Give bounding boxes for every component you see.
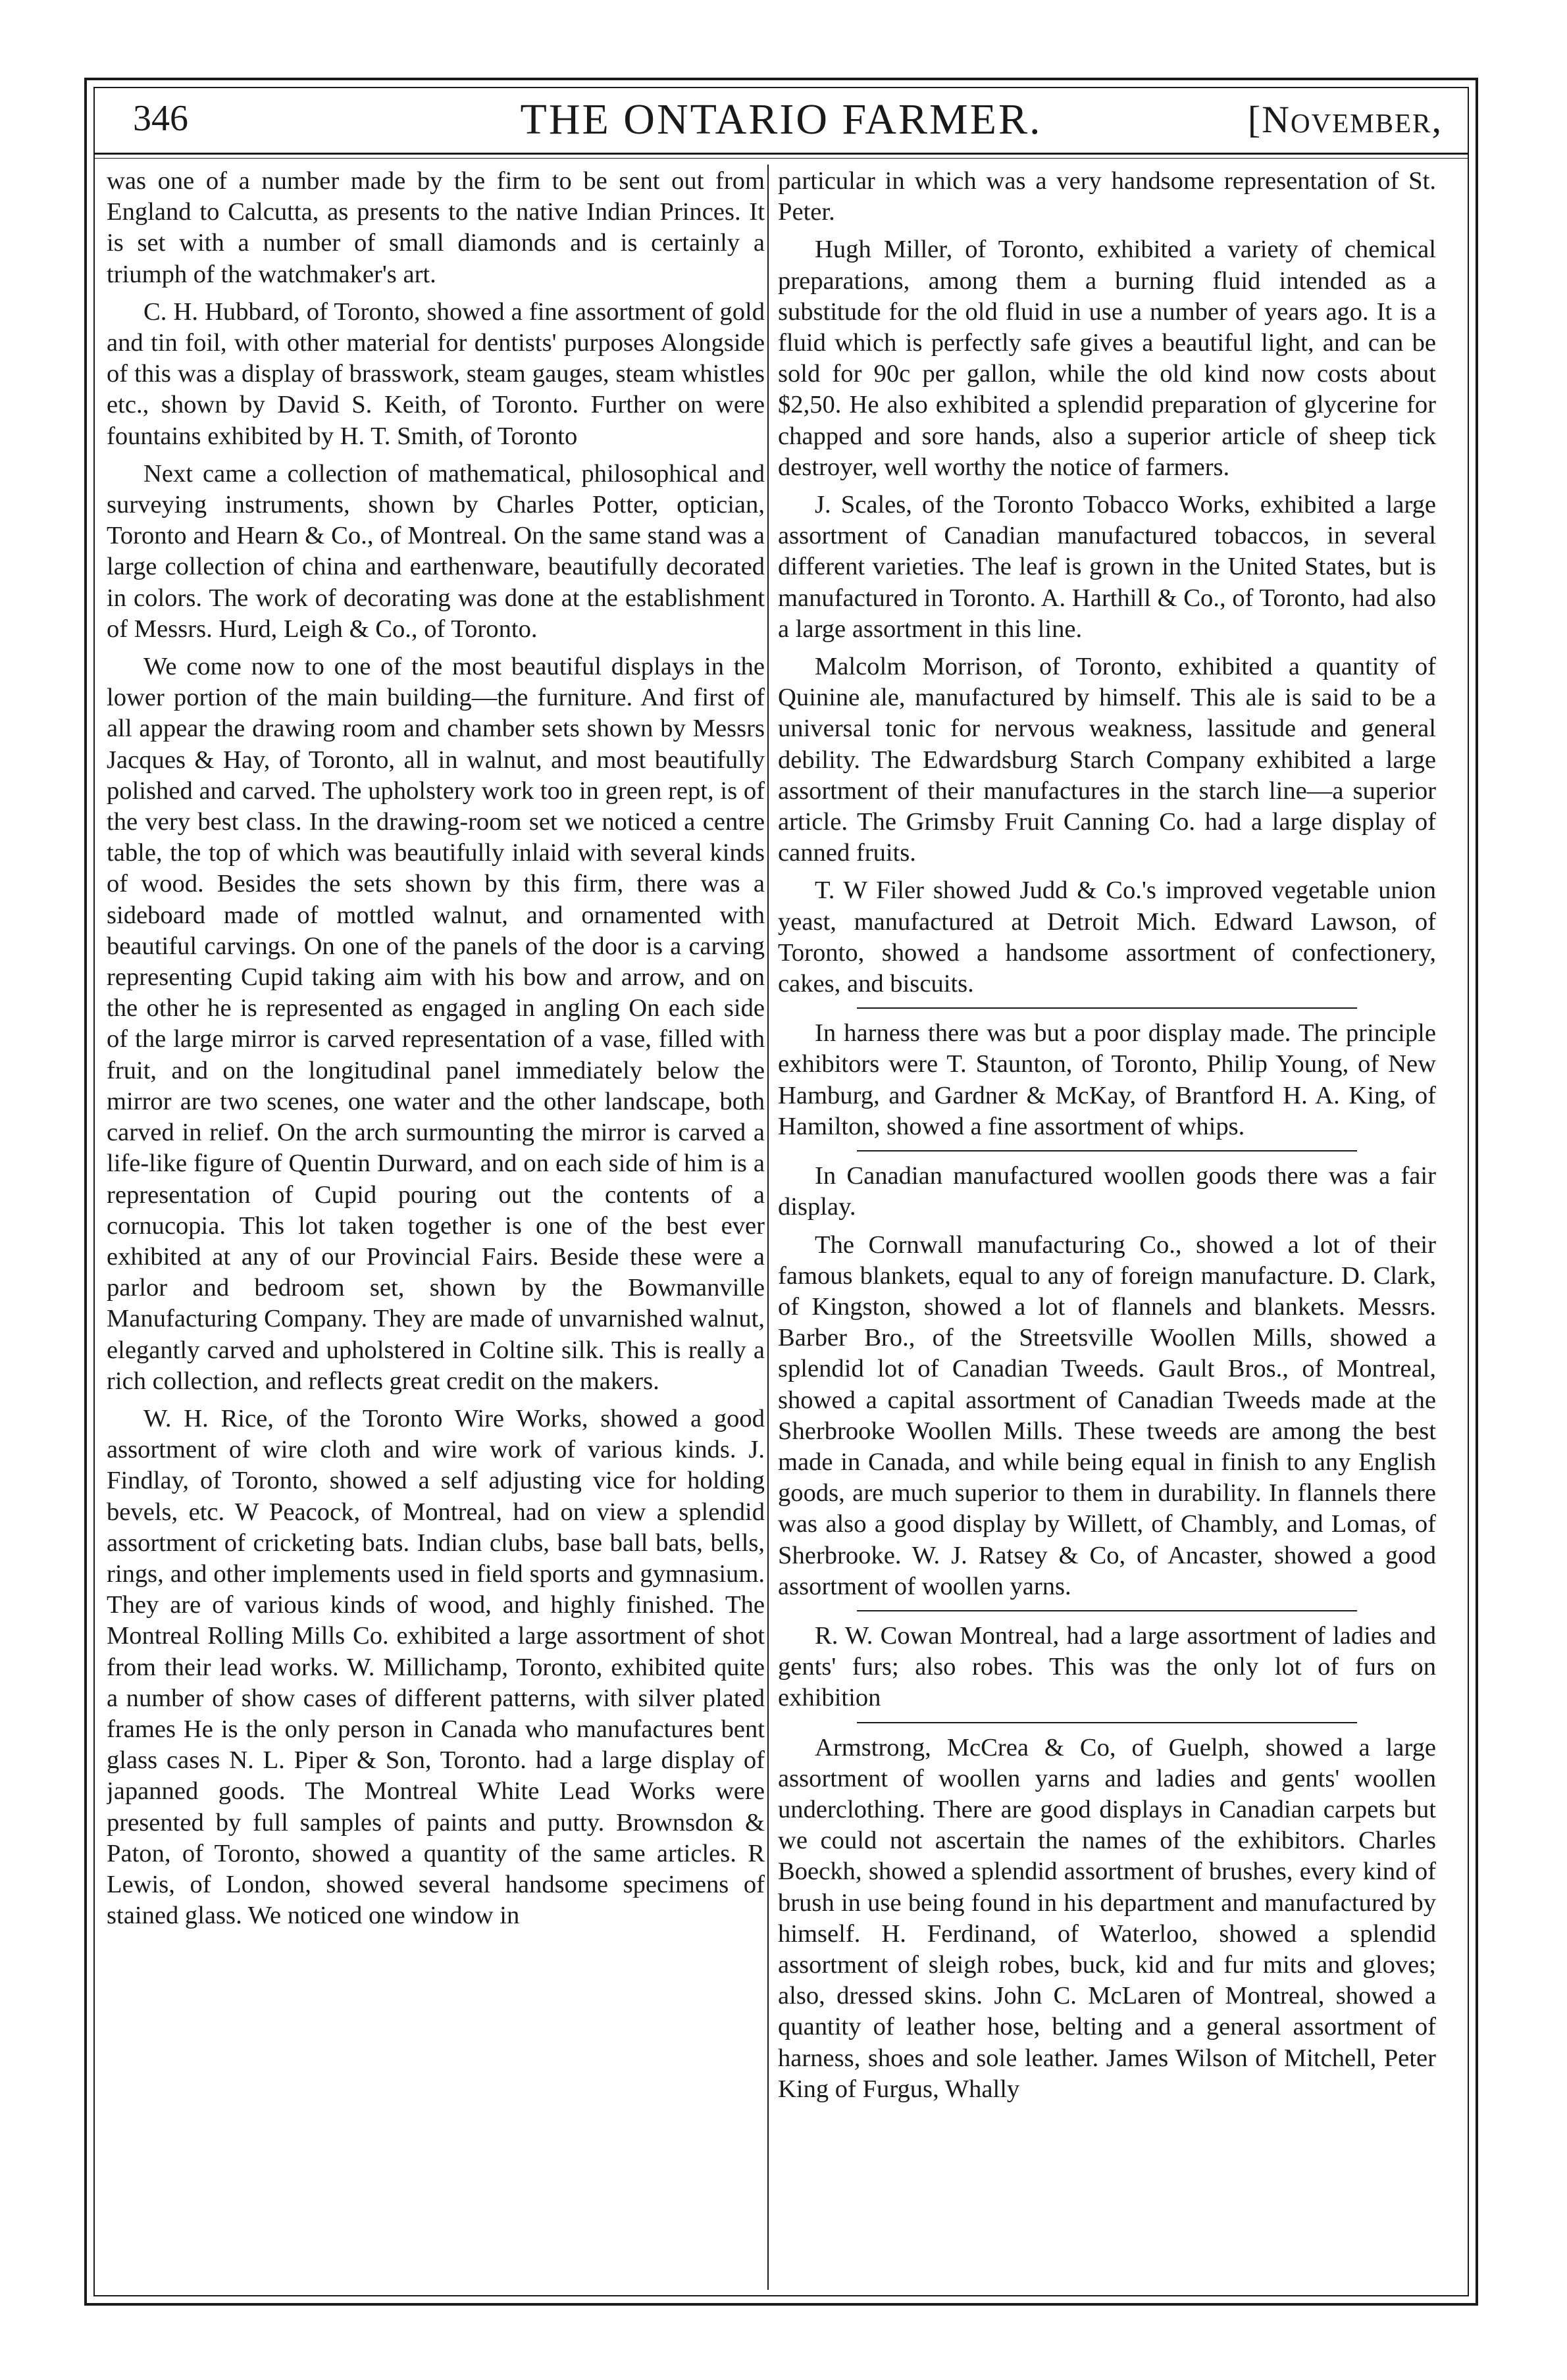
page-number: 346 [133,98,188,139]
right-paragraph: Hugh Miller, of Toronto, exhibited a variety of chemical preparations, among them a burning fluid intended as a substitude for the old fluid in use a number of years ago. It is a fluid which is perfectly safe gives a beautiful light, and can be sold for 90c per gallon, while the old kind now costs about $2,50. He also exhibited a splendid preparation of glycerine for chapped and sore hands, also a superior article of sheep tick destroyer, well worthy the notice of farmers. [778,236,1436,481]
left-paragraph: was one of a number made by the firm to be sent out from England to Calcutta, as presents to the native Indian Princes. It is set with a number of small diamonds and is certainly a triumph of the watchmaker's art. [107,167,765,288]
running-header [93,91,1469,151]
right-column [778,166,1436,2285]
header-rule [93,153,1469,155]
left-paragraph: W. H. Rice, of the Toronto Wire Works, showed a good assortment of wire cloth and wire work of various kinds. J. Findlay, of Toronto, showed a self adjusting vice for holding bevels, etc. W Peacock, of Montreal, had on view a splendid assortment of cricketing bats. Indian clubs, base ball bats, bells, rings, and other implements used in field sports and gymnasium. They are of various kinds of wood, and highly finished. The Montreal Rolling Mills Co. exhibited a large assortment of shot from their lead works. W. Millichamp, Toronto, exhibited quite a number of show cases of different patterns, with silver plated frames He is the only person in Canada who manufactures bent glass cases N. L. Piper & Son, Toronto. had a large display of japanned goods. The Montreal White Lead Works were presented by full samples of paints and putty. Brownsdon & Paton, of Toronto, showed a quantity of the same articles. R Lewis, of London, showed several handsome specimens of stained glass. We noticed one window in [107,1404,765,1930]
right-paragraph: R. W. Cowan Montreal, had a large assortment of ladies and gents' furs; also robes. This was the only lot of furs on exhibition [778,1621,1436,1712]
section-rule [857,1007,1357,1009]
right-paragraph: Armstrong, McCrea & Co, of Guelph, showed a large assortment of woollen yarns and ladies and gents' woollen underclothing. There are good displays in Canadian carpets but we could not ascertain the names of the exhibitors. Charles Boeckh, showed a splendid assortment of brushes, every kind of brush in use being found in his department and manufactured by himself. H. Ferdinand, of Waterloo, showed a splendid assortment of sleigh robes, buck, kid and fur mits and gloves; also, dressed skins. John C. McLaren of Montreal, showed a quantity of leather hose, belting and a general assortment of harness, shoes and sole leather. James Wilson of Mitchell, Peter King of Furgus, Whally [778,1733,1436,2103]
right-paragraph: T. W Filer showed Judd & Co.'s improved vegetable union yeast, manufactured at Detroit Mich. Edward Lawson, of Toronto, showed a handsome assortment of confectionery, cakes, and biscuits. [778,876,1436,998]
left-paragraph: Next came a collection of mathematical, philosophical and surveying instruments, shown by Charles Potter, optician, Toronto and Hearn & Co., of Montreal. On the same stand was a large collection of china and earthenware, beautifully decorated in colors. The work of decorating was done at the establishment of Messrs. Hurd, Leigh & Co., of Toronto. [107,459,765,643]
section-rule [857,1722,1357,1723]
section-rule [857,1610,1357,1611]
right-paragraph: particular in which was a very handsome representation of St. Peter. [778,167,1436,226]
section-rule [857,1150,1357,1152]
right-paragraph: In Canadian manufactured woollen goods there was a fair display. [778,1162,1436,1221]
right-paragraph: J. Scales, of the Toronto Tobacco Works, exhibited a large assortment of Canadian manufactured tobaccos, in several different varieties. The leaf is grown in the United States, but is manufactured in Toronto. A. Harthill & Co., of Toronto, had also a large assortment in this line. [778,491,1436,643]
left-paragraph: C. H. Hubbard, of Toronto, showed a fine assortment of gold and tin foil, with other material for dentists' purposes Alongside of this was a display of brasswork, steam gauges, steam whistles etc., shown by David S. Keith, of Toronto. Further on were fountains exhibited by H. T. Smith, of Toronto [107,297,765,450]
right-paragraph: In harness there was but a poor display made. The principle exhibitors were T. Staunton, of Toronto, Philip Young, of New Hamburg, and Gardner & McKay, of Brantford H. A. King, of Hamilton, showed a fine assortment of whips. [778,1019,1436,1140]
issue-month: [November, [1247,98,1443,141]
column-divider [767,165,769,2290]
journal-title: THE ONTARIO FARMER. [520,95,1042,143]
left-column [107,166,765,2285]
right-paragraph: The Cornwall manufacturing Co., showed a lot of their famous blankets, equal to any of foreign manufacture. D. Clark, of Kingston, showed a lot of flannels and blankets. Messrs. Barber Bro., of the Streetsville Woollen Mills, showed a splendid lot of Canadian Tweeds. Gault Bros., of Montreal, showed a capital assortment of Canadian Tweeds made at the Sherbrooke Woollen Mills. These tweeds are among the best made in Canada, and while being equal in finish to any English goods, are much superior to them in durability. In flannels there was also a good display by Willett, of Chambly, and Lomas, of Sherbrooke. W. J. Ratsey & Co, of Ancaster, showed a good assortment of woollen yarns. [778,1230,1436,1600]
header-rule-thin [93,158,1469,159]
left-paragraph: We come now to one of the most beautiful displays in the lower portion of the main building—the furniture. And first of all appear the drawing room and chamber sets shown by Messrs Jacques & Hay, of Toronto, all in walnut, and most beautifully polished and carved. The upholstery work too in green rept, is of the very best class. In the drawing-room set we noticed a centre table, the top of which was beautifully inlaid with several kinds of wood. Besides the sets shown by this firm, there was a sideboard made of mottled walnut, and ornamented with beautiful carvings. On one of the panels of the door is a carving representing Cupid taking aim with his bow and arrow, and on the other he is represented as engaged in angling On each side of the large mirror is carved representation of a vase, filled with fruit, and on the longitudinal panel immediately below the mirror are two scenes, one water and the other landscape, both carved in relief. On the arch surmounting the mirror is carved a life-like figure of Quentin Durward, and on each side of him is a representation of Cupid pouring out the contents of a cornucopia. This lot taken together is one of the best ever exhibited at any of our Provincial Fairs. Beside these were a parlor and bedroom set, shown by the Bowmanville Manufacturing Company. They are made of unvarnished walnut, elegantly carved and upholstered in Coltine silk. This is really a rich collection, and reflects great credit on the makers. [107,653,765,1395]
right-paragraph: Malcolm Morrison, of Toronto, exhibited a quantity of Quinine ale, manufactured by himself. This ale is said to be a universal tonic for nervous weakness, lassitude and general debility. The Edwardsburg Starch Company exhibited a large assortment of their manufactures in the starch line—a superior article. The Grimsby Fruit Canning Co. had a large display of canned fruits. [778,653,1436,867]
